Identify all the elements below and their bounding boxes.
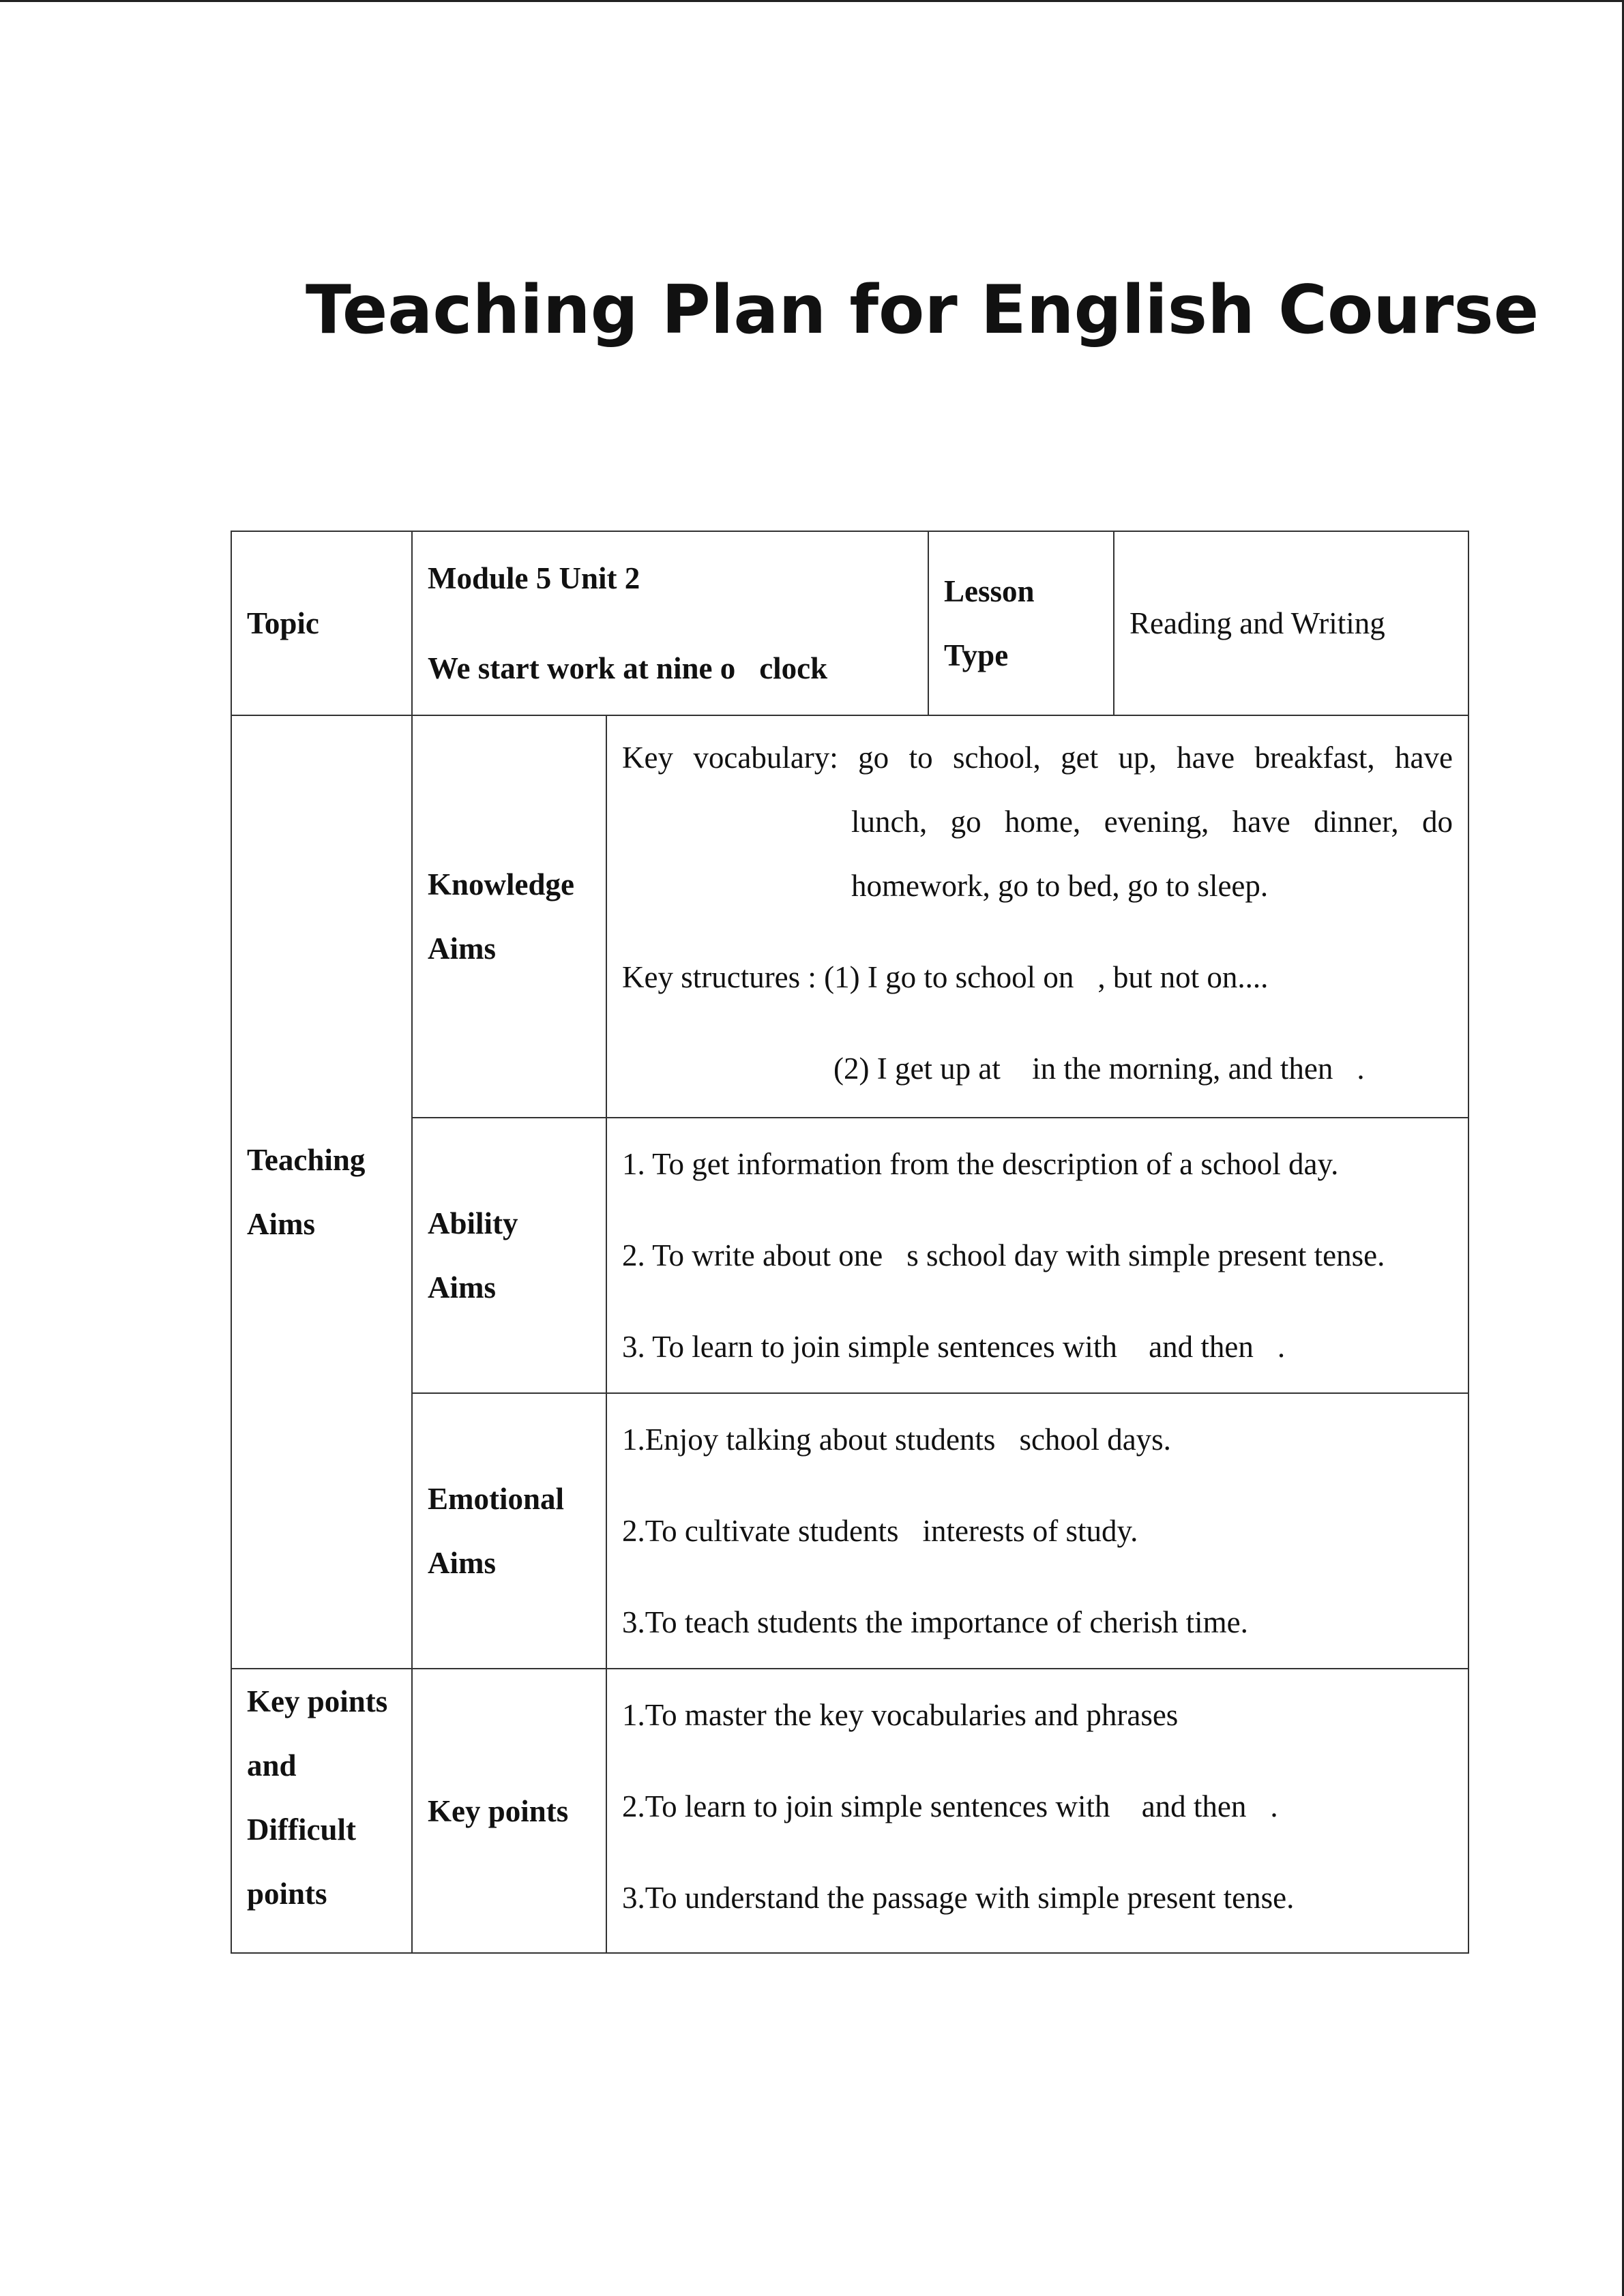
knowledge-aims-label-1: Knowledge — [428, 867, 575, 901]
emotional-aim-item: 2.To cultivate students interests of study. — [622, 1514, 1138, 1548]
key-difficult-label-4: points — [247, 1877, 327, 1911]
lesson-type-label-cell — [928, 531, 1114, 715]
key-vocabulary-line-1: Key vocabulary: go to school, get up, have breakfast, have — [622, 741, 1453, 775]
page-top-border — [0, 0, 1624, 2]
key-point-item: 1.To master the key vocabularies and phrases — [622, 1698, 1179, 1732]
ability-aims-label-cell — [412, 1118, 606, 1393]
ability-aim-item: 3. To learn to join simple sentences with  and then . — [622, 1330, 1286, 1364]
ability-aim-item: 2. To write about one s school day with simple present tense. — [622, 1238, 1385, 1272]
emotional-aims-row — [231, 1393, 1468, 1669]
emotional-aims-label-2: Aims — [428, 1546, 496, 1580]
key-points-content-cell — [606, 1669, 1468, 1953]
teaching-aims-label-2: Aims — [247, 1207, 315, 1241]
knowledge-aims-row — [231, 715, 1468, 1118]
topic-row — [231, 531, 1468, 715]
knowledge-aims-label-2: Aims — [428, 931, 496, 966]
emotional-aim-item: 1.Enjoy talking about students school days. — [622, 1422, 1171, 1457]
lesson-type-value-cell — [1114, 531, 1468, 715]
key-difficult-label-2: and — [247, 1748, 297, 1783]
emotional-aim-item: 3.To teach students the importance of cherish time. — [622, 1605, 1248, 1639]
ability-aim-item: 1. To get information from the description of a school day. — [622, 1147, 1339, 1181]
key-points-row — [231, 1669, 1468, 1953]
key-difficult-label-3: Difficult — [247, 1813, 356, 1847]
key-vocabulary-line-3: homework, go to bed, go to sleep. — [851, 869, 1269, 903]
knowledge-aims-content-cell — [606, 715, 1468, 1118]
ability-aims-content-cell — [606, 1118, 1468, 1393]
teaching-plan-table — [231, 531, 1469, 1954]
key-point-item: 2.To learn to join simple sentences with  and then . — [622, 1789, 1278, 1823]
lesson-type-label-1: Lesson — [944, 574, 1035, 608]
page-title: Teaching Plan for English Course — [306, 271, 1539, 349]
ability-aims-row — [231, 1118, 1468, 1393]
key-difficult-points-label-cell — [231, 1669, 412, 1953]
emotional-aims-label-cell — [412, 1393, 606, 1669]
emotional-aims-content-cell — [606, 1393, 1468, 1669]
topic-value-cell — [412, 531, 928, 715]
key-points-label-cell — [412, 1669, 606, 1953]
topic-unit-title: We start work at nine o clock — [428, 651, 828, 685]
lesson-type-label-2: Type — [944, 638, 1009, 672]
teaching-aims-label-cell — [231, 715, 412, 1669]
ability-aims-label-1: Ability — [428, 1206, 518, 1240]
topic-module: Module 5 Unit 2 — [428, 561, 640, 595]
lesson-type-value: Reading and Writing — [1130, 606, 1385, 640]
key-structure-line-2: (2) I get up at  in the morning, and then . — [833, 1052, 1365, 1086]
teaching-aims-label-1: Teaching — [247, 1143, 366, 1177]
ability-aims-label-2: Aims — [428, 1270, 496, 1304]
topic-label-cell — [231, 531, 412, 715]
key-points-label: Key points — [428, 1793, 569, 1828]
key-difficult-label-1: Key points — [247, 1684, 388, 1718]
emotional-aims-label-1: Emotional — [428, 1482, 565, 1516]
knowledge-aims-label-cell — [412, 715, 606, 1118]
key-point-item: 3.To understand the passage with simple present tense. — [622, 1881, 1295, 1915]
key-vocabulary-line-2: lunch, go home, evening, have dinner, do — [851, 805, 1453, 839]
topic-label: Topic — [247, 606, 319, 640]
key-structure-line-1: Key structures : (1) I go to school on , but not on.... — [622, 960, 1269, 994]
